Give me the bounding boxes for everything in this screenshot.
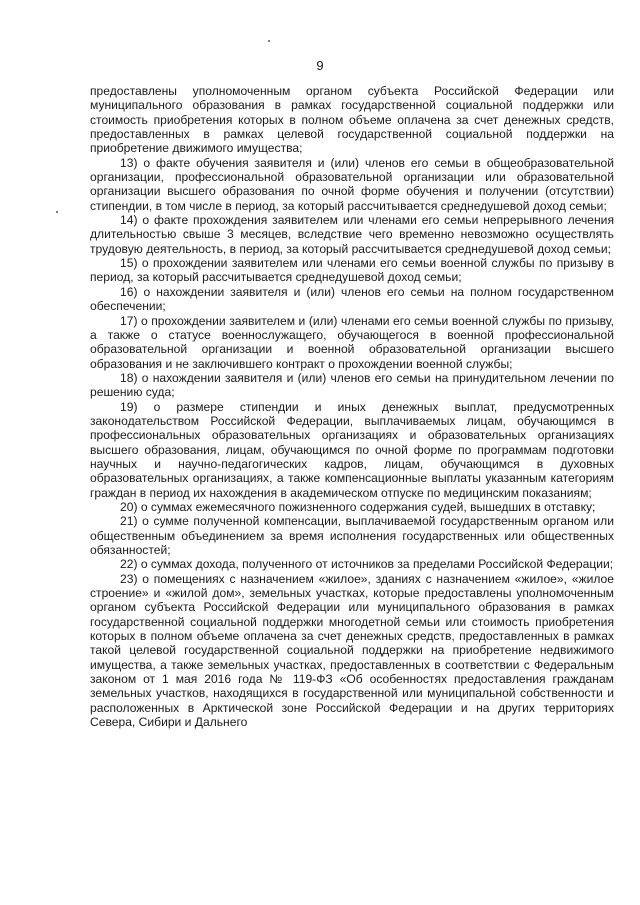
- paragraph-21: 21) о сумме полученной компенсации, выплачиваемой государственным органом или общественным объединением за время исполнения государственных или общественных обязанностей;: [90, 514, 614, 557]
- paragraph-22: 22) о суммах дохода, полученного от источников за пределами Российской Федерации;: [120, 557, 614, 572]
- document-body: [90, 84, 614, 729]
- paragraph-13: 13) о факте обучения заявителя и (или) членов его семьи в общеобразовательной организации, профессиональной образовательной организации или образовательной организации высшего образования по очной форме обучения и получении (отсутствии) стипендии, в том числе в период, за который рассчитывается среднедушевой доход семьи;: [90, 155, 614, 213]
- paragraph-19: 19) о размере стипендии и иных денежных выплат, предусмотренных законодательством Российской Федерации, выплачиваемых лицам, обучающимся в профессиональных образовательных организациях и образовательных организациях высшего образования, лицам, обучающимся по очной форме по программам подготовки научных и научно-педагогических кадров, лицам, обучающимся в духовных образовательных организациях, а также компенсационные выплаты указанным категориям граждан в период их нахождения в академическом отпуске по медицинским показаниям;: [90, 399, 614, 500]
- paragraph-14: 14) о факте прохождения заявителем или членами его семьи непрерывного лечения длительностью свыше 3 месяцев, вследствие чего временно невозможно осуществлять трудовую деятельность, в период, за который рассчитывается среднедушевой доход семьи;: [90, 213, 614, 256]
- page-number: 9: [316, 58, 324, 73]
- scan-speck: [56, 211, 58, 213]
- paragraph-16: 16) о нахождении заявителя и (или) членов его семьи на полном государственном обеспечении;: [90, 284, 614, 314]
- paragraph-18: 18) о нахождении заявителя и (или) членов его семьи на принудительном лечении по решению суда;: [90, 370, 614, 400]
- paragraph-12-continuation: предоставлены уполномоченным органом субъекта Российской Федерации или муниципального образования в рамках государственной социальной поддержки или стоимость приобретения которых в полном объеме оплачена за счет денежных средств, предоставленных в рамках целевой государственной социальной поддержки на приобретение движимого имущества;: [90, 84, 614, 156]
- paragraph-15: 15) о прохождении заявителем или членами его семьи военной службы по призыву в период, за который рассчитывается среднедушевой доход семьи;: [90, 256, 614, 285]
- paragraph-23: 23) о помещениях с назначением «жилое», зданиях с назначением «жилое», «жилое строение» и «жилой дом», земельных участках, которые предоставлены уполномоченным органом субъекта Российской Федерации или муниципального образования в рамках государственной социальной поддержки многодетной семьи или стоимость приобретения которых в полном объеме оплачена за счет денежных средств, предоставленных в рамках такой целевой государственной социальной поддержки на приобретение недвижимого имущества, а также земельных участках, предоставленных в соответствии с Федеральным законом от 1 мая 2016 года № 119-ФЗ «Об особенностях предоставления гражданам земельных участков, находящихся в государственной или муниципальной собственности и расположенных в Арктической зоне Российской Федерации и на других территориях Севера, Сибири и Дальнего: [90, 571, 614, 730]
- paragraph-17: 17) о прохождении заявителем и (или) членами его семьи военной службы по призыву, а также о статусе военнослужащего, обучающегося в военной профессиональной образовательной организации и военной образовательной организации высшего образования и не заключившего контракт о прохождении военной службы;: [90, 313, 614, 371]
- scan-speck: [268, 40, 270, 42]
- paragraph-20: 20) о суммах ежемесячного пожизненного содержания судей, вышедших в отставку;: [120, 499, 596, 514]
